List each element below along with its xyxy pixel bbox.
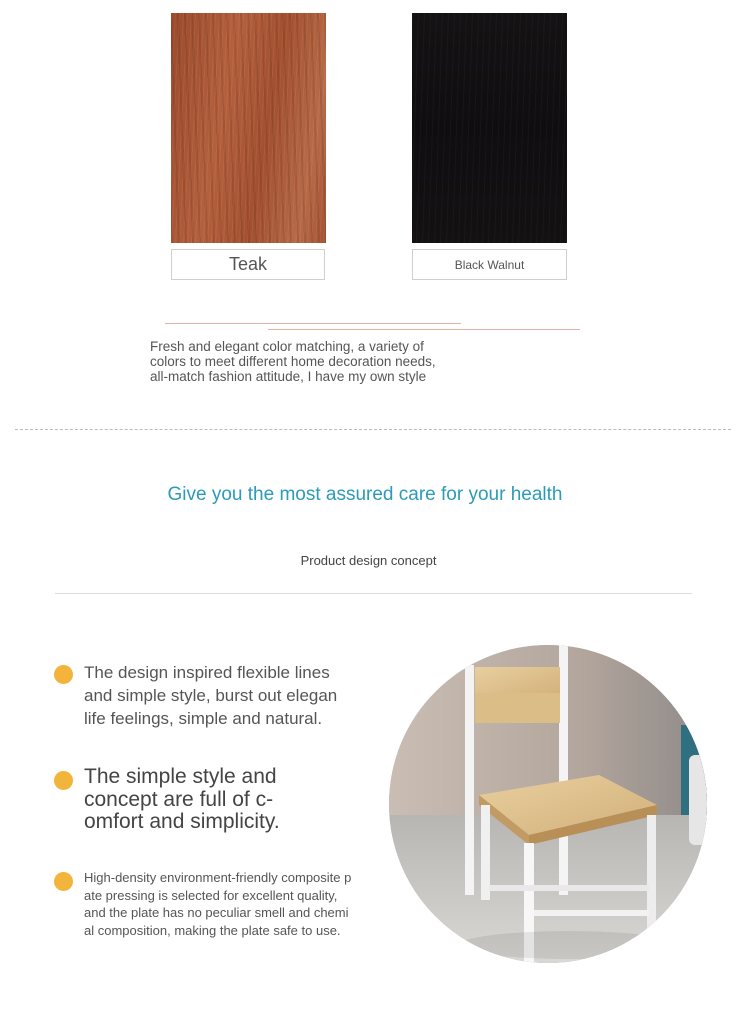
section-divider [55,593,692,594]
feature-line: al composition, making the plate safe to use. [84,922,341,938]
feature-line: life feelings, simple and natural. [84,709,323,728]
section-headline: Give you the most assured care for your health [167,484,563,505]
feature-line: The simple style and [84,766,277,788]
feature-line: High-density environment-friendly composite p [84,870,352,885]
feature-line: ate pressing is selected for excellent quality, [84,887,338,903]
feature-line: and the plate has no peculiar smell and chemi [84,905,349,920]
chair-photo [389,645,707,963]
description-line: Fresh and elegant color matching, a variety of [150,339,424,354]
feature-1 [84,661,350,730]
section-subheadline: Product design concept [300,553,437,568]
color-description [150,339,480,384]
feature-line: concept are full of c- [84,788,274,811]
description-line: colors to meet different home decoration needs, [150,354,436,369]
black-walnut-label: Black Walnut [412,249,567,280]
teak-swatch [171,13,326,243]
bullet-dot-icon [54,771,73,790]
black-walnut-swatch [412,13,567,243]
divider-line [165,323,461,324]
feature-line: and simple style, burst out elegan [84,686,338,705]
divider-line [268,329,580,330]
feature-line: omfort and simplicity. [84,811,280,833]
bullet-dot-icon [54,665,73,684]
feature-line: The design inspired flexible lines [84,663,330,682]
feature-3 [84,869,376,939]
bullet-dot-icon [54,872,73,891]
teak-label: Teak [171,249,325,280]
feature-2 [84,766,344,834]
dashed-separator [15,429,731,430]
description-line: all-match fashion attitude, I have my own style [150,369,427,384]
